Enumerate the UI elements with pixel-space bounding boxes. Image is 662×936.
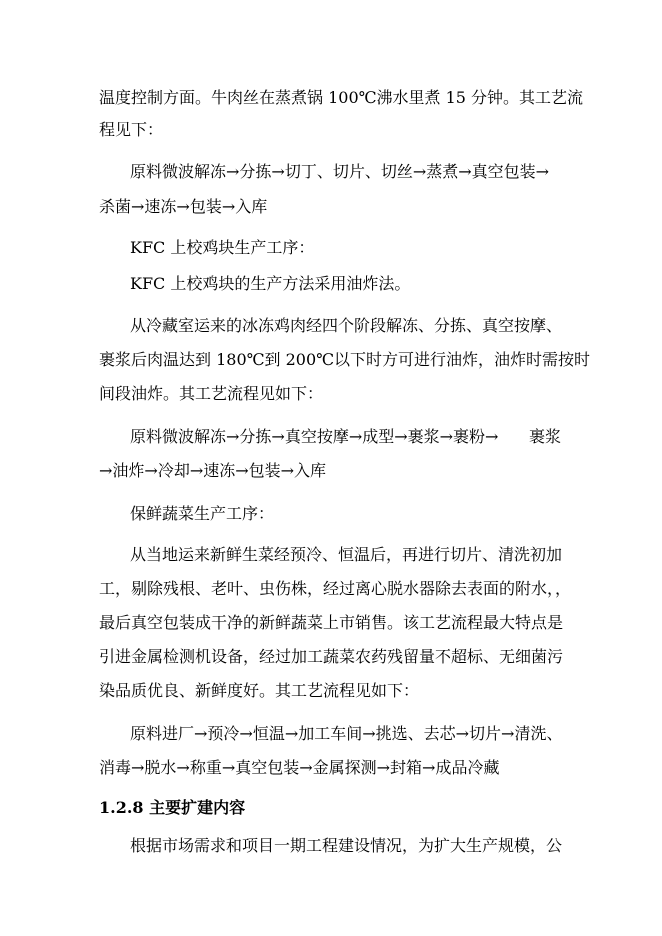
text-line: 染品质优良、新鲜度好。其工艺流程见如下：: [99, 681, 420, 700]
text-line: 温度控制方面。牛肉丝在蒸煮锅 100℃沸水里煮 15 分钟。其工艺流: [99, 88, 584, 107]
text-line: 程见下：: [99, 120, 164, 139]
text-line: 消毒→脱水→称重→真空包装→金属探测→封箱→成品冷藏: [99, 758, 500, 777]
text-line: 保鲜蔬菜生产工序：: [130, 504, 275, 523]
text-line: 原料微波解冻→分拣→切丁、切片、切丝→蒸煮→真空包装→: [130, 162, 550, 181]
text-line: 原料进厂→预冷→恒温→加工车间→挑选、去芯→切片→清洗、: [130, 724, 563, 743]
text-line: 原料微波解冻→分拣→真空按摩→成型→裹浆→裹粉→ 裹浆: [130, 427, 561, 446]
section-title: 1.2.8 主要扩建内容: [99, 798, 246, 817]
text-line: KFC 上校鸡块的生产方法采用油炸法。: [130, 274, 411, 293]
text-line: 引进金属检测机设备，经过加工蔬菜农药残留量不超标、无细菌污: [99, 647, 564, 666]
text-line: 从冷藏室运来的冰冻鸡肉经四个阶段解冻、分拣、真空按摩、: [130, 316, 563, 335]
text-line: KFC 上校鸡块生产工序：: [130, 238, 315, 257]
text-line: 根据市场需求和项目一期工程建设情况，为扩大生产规模，公: [130, 836, 563, 855]
text-line: 最后真空包装成干净的新鲜蔬菜上市销售。该工艺流程最大特点是: [99, 613, 564, 632]
text-line: 工，剔除残根、老叶、虫伤株，经过离心脱水器除去表面的附水，，: [99, 579, 572, 598]
text-line: 裹浆后肉温达到 180℃到 200℃以下时方可进行油炸，油炸时需按时: [99, 350, 591, 369]
text-line: 间段油炸。其工艺流程见如下：: [99, 384, 324, 403]
text-line: 杀菌→速冻→包装→入库: [99, 197, 268, 216]
text-line: →油炸→冷却→速冻→包装→入库: [99, 461, 327, 480]
text-line: 从当地运来新鲜生菜经预冷、恒温后，再进行切片、清洗初加: [130, 545, 563, 564]
